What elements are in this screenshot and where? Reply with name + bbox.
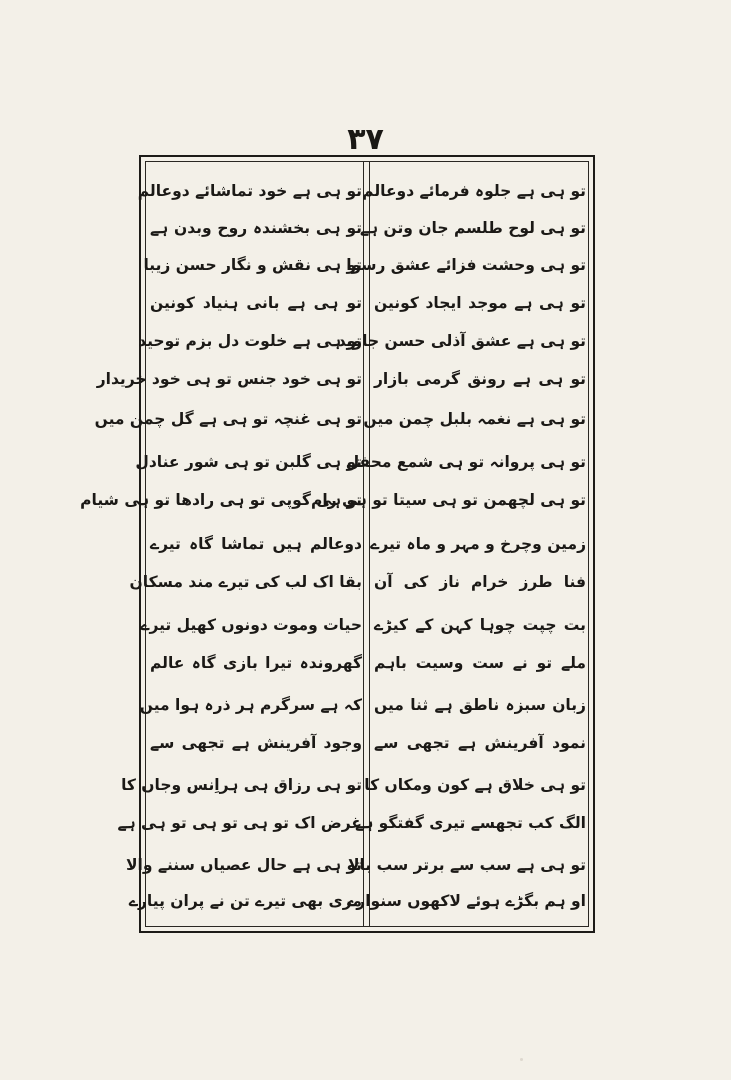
verse-line: گھروندہ تیرا بازی گاہ عالم	[150, 654, 362, 672]
verse-line: تو ہی خود جنس تو ہی خود خریدار	[96, 370, 362, 388]
verse-line: تو ہی پروانہ تو ہی شمع محفل	[345, 453, 586, 471]
verse-line: تو ہی رزاق ہی ہراِنس وجاں کا	[121, 776, 362, 794]
verse-line: تو ہی ہے خود تماشائے دوعالم	[137, 182, 362, 200]
verse-line: تو ہی ہے حال عصیاں سننے والا	[126, 856, 362, 874]
verse-line: تو ہی ہے عشق آذلی حسن جاوید	[337, 332, 586, 350]
verse-line: غرض اک تو ہی تو ہی تو ہی ہے	[117, 814, 362, 832]
verse-line: تو ہی ہے جلوہ فرمائے دوعالم	[362, 182, 586, 200]
verse-line: تو ہی گلبن تو ہی شور عنادل	[135, 453, 362, 471]
verse-line: تو ہی غنچہ تو ہی ہے گل چمن میں	[94, 410, 362, 428]
verse-line: تو ہی ہے سب سے برتر سب بالا	[348, 856, 586, 874]
page-number: ۳۷	[347, 122, 384, 157]
scan-speck	[520, 1058, 523, 1061]
verse-line: او ہم بگڑے ہوئے لاکھوں سنوارے	[347, 892, 586, 910]
verse-line: تو ہی ہے بانی ہنیاد کونین	[150, 294, 362, 312]
verse-line: مری بھی تیرے تن نے پران پیارے	[128, 892, 362, 910]
verse-line: تو ہی ہے رونق گرمی بازار	[374, 370, 586, 388]
verse-line: تو ہی بخشندہ روح وبدن ہے	[150, 219, 362, 237]
left-column	[80, 176, 362, 916]
verse-line: تو ہی لوح طلسم جان وتن ہے	[359, 219, 586, 237]
verse-line: تو ہی ہے خلوت دل بزم توحید	[138, 332, 362, 350]
verse-line: تو ہی خلاق ہے کون ومکاں کا	[364, 776, 586, 794]
verse-line: تو ہی ہے نغمہ بلبل چمن میں	[363, 410, 586, 428]
verse-line: تو ہی وحشت فزائے عشق رسوا	[346, 256, 586, 274]
verse-line: کہ ہے سرگرم ہر ذرہ ہوا میں	[139, 696, 362, 714]
verse-line: تو ہی ہے موجد ایجاد کونین	[374, 294, 586, 312]
verse-line: بت چپت چوہا کہن کے کیڑے	[374, 616, 586, 634]
verse-line: بقا اک لب کی تیرے مند مسکان	[129, 573, 362, 591]
verse-line: زمین وچرخ و مہر و ماہ تیرے	[370, 535, 586, 553]
verse-line: نمود آفرینش ہے تجھی سے	[374, 734, 586, 752]
verse-line: تو ہی گوپی تو ہی رادھا تو ہی شیام	[80, 491, 362, 509]
verse-line: دوعالم ہیں تماشا گاہ تیرے	[150, 535, 362, 553]
verse-line: زبان سبزہ ناطق ہے ثنا میں	[374, 696, 586, 714]
verse-line: وجود آفرینش ہے تجھی سے	[150, 734, 362, 752]
right-column	[311, 176, 586, 916]
verse-line: الگ کب تجھسے تیری گفتگو ہے	[355, 814, 586, 832]
verse-line: تو ہی نقش و نگار حسن زیبا	[143, 256, 362, 274]
verse-line: فنا طرز خرام ناز کی آن	[374, 573, 586, 591]
verse-line: ملے تو نے ست وسیت باہم	[374, 654, 586, 672]
verse-line: تو ہی لچھمن تو ہی سیتا تو ہی رام	[311, 491, 586, 509]
verse-line: حیات وموت دونوں کھیل تیرے	[140, 616, 362, 634]
